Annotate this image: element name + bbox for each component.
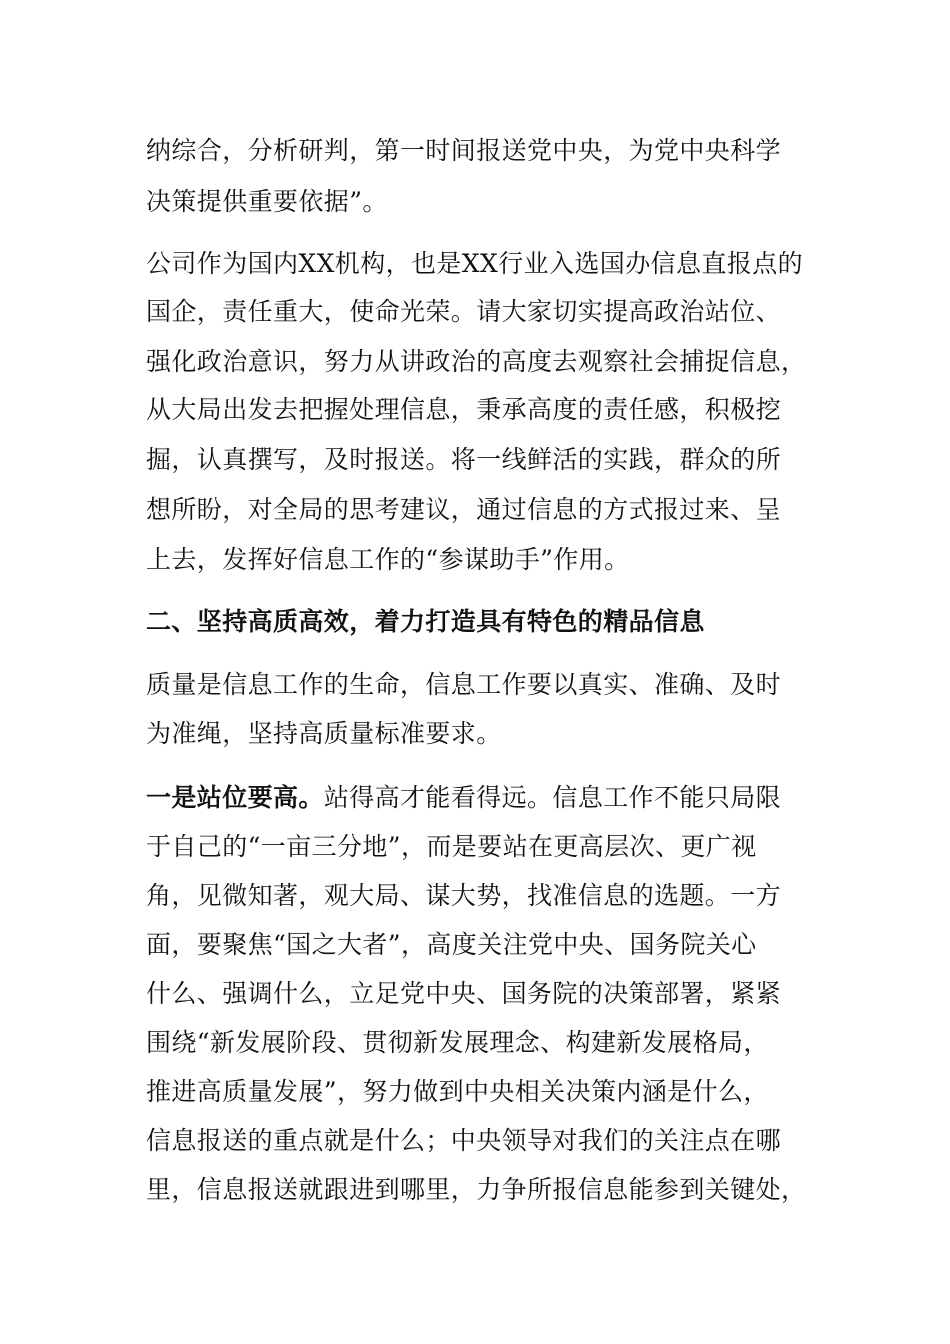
paragraph-2-line-4: 从大局出发去把握处理信息，秉承高度的责任感，积极挖 (146, 395, 782, 424)
paragraph-1-line-2: 决策提供重要依据”。 (146, 187, 388, 216)
paragraph-4-line-4: 面，要聚焦“国之大者”，高度关注党中央、国务院关心 (146, 930, 757, 959)
paragraph-2-line-7: 上去，发挥好信息工作的“参谋助手”作用。 (146, 545, 630, 574)
paragraph-4-line-5: 什么、强调什么，立足党中央、国务院的决策部署，紧紧 (146, 979, 782, 1008)
paragraph-4-first-line-rest: 站得高才能看得远。信息工作不能只局限 (323, 783, 782, 812)
paragraph-4-line-1 (146, 783, 816, 813)
paragraph-4-line-9: 里，信息报送就跟进到哪里，力争所报信息能参到关键处， (146, 1175, 807, 1204)
paragraph-2-line-3: 强化政治意识，努力从讲政治的高度去观察社会捕捉信息， (146, 347, 807, 376)
paragraph-4-line-6: 围绕“新发展阶段、贯彻新发展理念、构建新发展格局， (146, 1028, 769, 1057)
paragraph-3-line-1: 质量是信息工作的生命，信息工作要以真实、准确、及时 (146, 670, 782, 699)
paragraph-2-line-2: 国企，责任重大，使命光荣。请大家切实提高政治站位、 (146, 297, 782, 326)
paragraph-2-line-1: 公司作为国内XX机构，也是XX行业入选国办信息直报点的 (146, 249, 803, 278)
paragraph-1-line-1: 纳综合，分析研判，第一时间报送党中央，为党中央科学 (146, 136, 782, 165)
paragraph-4-line-3: 角，见微知著，观大局、谋大势，找准信息的选题。一方 (146, 881, 782, 910)
paragraph-4-line-2: 于自己的“一亩三分地”，而是要站在更高层次、更广视 (146, 832, 757, 861)
paragraph-4-line-7: 推进高质量发展”，努力做到中央相关决策内涵是什么， (146, 1077, 769, 1106)
paragraph-2-line-5: 掘，认真撰写，及时报送。将一线鲜活的实践，群众的所 (146, 445, 782, 474)
section-heading: 二、坚持高质高效，着力打造具有特色的精品信息 (146, 607, 705, 636)
paragraph-4-line-8: 信息报送的重点就是什么；中央领导对我们的关注点在哪 (146, 1126, 782, 1155)
paragraph-2-line-6: 想所盼，对全局的思考建议，通过信息的方式报过来、呈 (146, 495, 782, 524)
paragraph-4-lead: 一是站位要高。 (146, 783, 324, 812)
paragraph-3-line-2: 为准绳，坚持高质量标准要求。 (146, 719, 502, 748)
